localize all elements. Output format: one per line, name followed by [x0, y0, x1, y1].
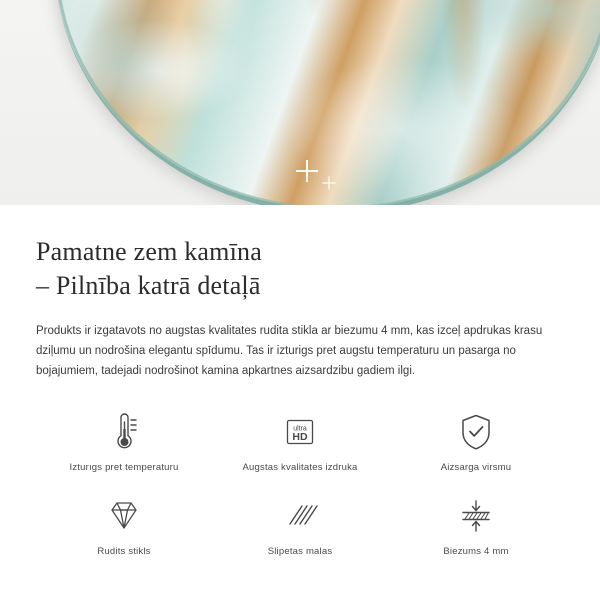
thickness-arrows-icon — [456, 495, 496, 537]
feature-item — [212, 495, 388, 557]
feature-item — [388, 411, 564, 473]
ultra-hd-icon — [280, 411, 320, 453]
title-line-1: Pamatne zem kamīna — [36, 237, 262, 266]
feature-label: Augstas kvalitates izdruka — [242, 462, 358, 473]
polished-edges-icon — [280, 495, 320, 537]
feature-item — [36, 411, 212, 473]
title-line-2: – Pilnība katrā detaļā — [36, 271, 261, 300]
hero-image — [0, 0, 600, 205]
description-paragraph: Produkts ir izgatavots no augstas kvalitates rudita stikla ar biezumu 4 mm, kas izceļ apdrukas krasu dziļumu un nodrošina elegantu spīdumu. Tas ir izturigs pret augstu temperaturu un pasarga no bojajumiem, tadejadi nodrošinot kamina apkartnes aizsardzibu gadiem ilgi. — [36, 325, 543, 377]
svg-text:ultra: ultra — [293, 425, 307, 433]
feature-label: Slipetas malas — [267, 546, 333, 557]
shield-check-icon — [457, 411, 495, 453]
svg-text:HD: HD — [292, 431, 308, 443]
feature-item — [36, 495, 212, 557]
feature-grid — [36, 411, 564, 557]
diamond-icon — [104, 495, 144, 537]
feature-label: Biezums 4 mm — [443, 546, 509, 557]
thermometer-icon — [107, 411, 141, 453]
feature-label: Izturıgs pret temperaturu — [69, 462, 179, 473]
feature-label: Aizsarga virsmu — [440, 462, 512, 473]
feature-item — [212, 411, 388, 473]
content-area — [0, 205, 600, 557]
feature-label: Rudits stikls — [97, 546, 151, 557]
feature-item — [388, 495, 564, 557]
page-title — [36, 235, 564, 303]
